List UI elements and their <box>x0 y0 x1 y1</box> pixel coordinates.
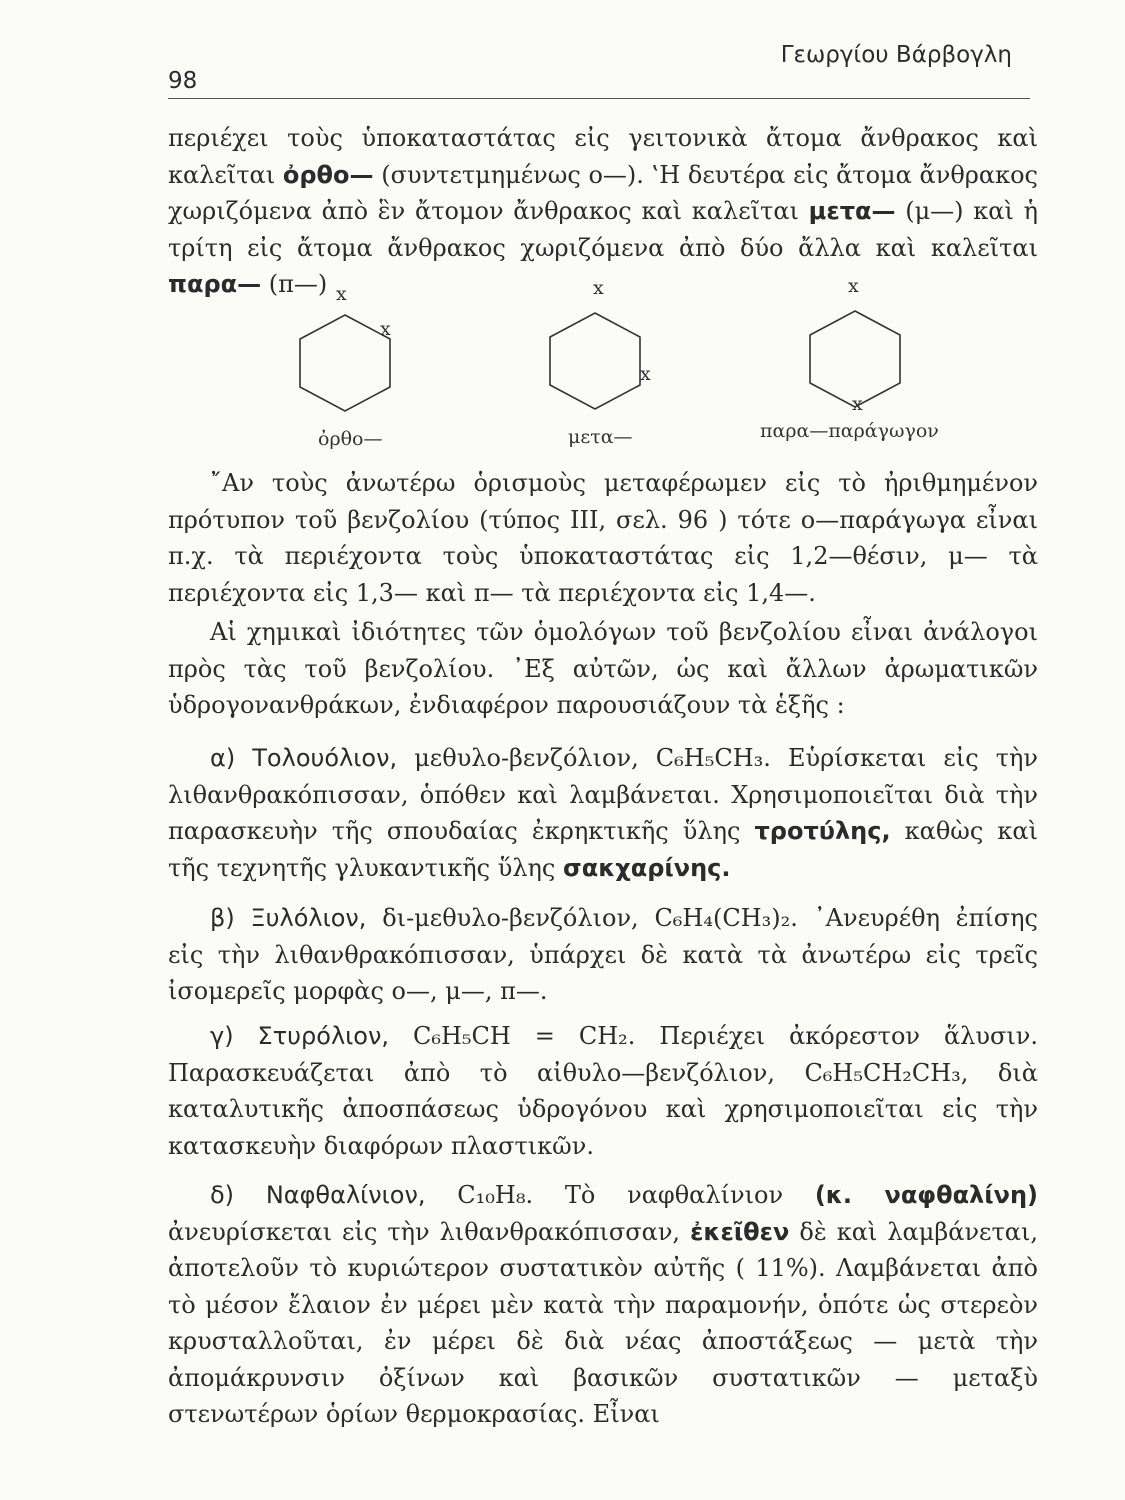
item-xylene <box>168 900 1038 1010</box>
item-naphthalene <box>168 1177 1038 1433</box>
item-styrene <box>168 1018 1038 1164</box>
ortho-term: ὀρθο— <box>282 160 374 189</box>
para-term: παρα— <box>168 270 262 298</box>
toluene-text-3: καθὼς καὶ τῆς τεχνητῆς γλυκαντικῆς ὕλης <box>168 817 1038 882</box>
xylene-formula: C₆H₄(CH₃)₂. <box>654 904 798 932</box>
page-header <box>168 40 1030 99</box>
ortho-sub-1: x <box>336 283 347 305</box>
styrene-label: γ) Στυρόλιον, <box>210 1022 390 1050</box>
styrene-text-1: Περιέχει ἀκόρεστον ἅλυσιν. Παρασκευάζεται ἀπὸ τὸ αἰθυλο—βενζόλιον, <box>168 1022 1038 1087</box>
naphthalene-text-3: δὲ καὶ λαμβάνεται, ἀποτελοῦν τὸ κυριώτερον συστατικὸν αὐτῆς ( 11%). Λαμβάνεται ἀπὸ τὸ μέσον ἔλαιον ἐν μέρει μὲν κατὰ τὴν παραμονήν, ὁπότε ὡς στερεὸν κρυσταλλοῦται, ἐν μέρει δὲ διὰ νέας ἀποστάξεως — μετὰ τὴν ἀπομάκρυνσιν ὀξίνων καὶ βασικῶν συστατικῶν — μεταξὺ στενωτέρων ὁρίων θερμοκρασίας. Εἶναι <box>168 1217 1038 1428</box>
styrene-text-2: διὰ καταλυτικῆς ἀποσπάσεως ὑδρογόνου καὶ χρησιμοποιεῖται εἰς τὴν κατασκευὴν διαφόρων πλαστικῶν. <box>168 1058 1038 1160</box>
naphthalene-formula: C₁₀H₈. <box>425 1181 534 1209</box>
meta-term: μετα— <box>808 197 896 225</box>
naphthaline-term: (κ. ναφθαλίνη) <box>814 1181 1039 1209</box>
meta-sub-2: x <box>640 363 651 385</box>
saccharin-term: σακχαρίνης. <box>563 853 731 882</box>
toluene-text-1: μεθυλο-βενζόλιον, <box>397 744 656 772</box>
xylene-label: β) Ξυλόλιον, <box>210 904 367 932</box>
xylene-text-1: δι-μεθυλο-βενζόλιον, <box>366 904 655 932</box>
running-head: Γεωργίου Βάρβογλη <box>780 42 1012 68</box>
naphthalene-text-1: Τὸ ναφθαλίνιον <box>533 1181 815 1209</box>
page-number: 98 <box>168 68 198 94</box>
para-caption: παρα—παράγωγον <box>760 420 939 442</box>
ortho-caption: ὀρθο— <box>318 428 383 450</box>
paragraph-definitions: ῎Αν τοὺς ἀνωτέρω ὁρισμοὺς μεταφέρωμεν εἰς τὸ ἠριθμημένον πρότυπον τοῦ βενζολίου (τύπος III, σελ. 96 ) τότε ο—παράγωγα εἶναι π.χ. τὰ περιέχοντα τοὺς ὑποκαταστάτας εἰς 1,2—θέσιν, μ— τὰ περιέχοντα εἰς 1,3— καὶ π— τὰ περιέχοντα εἰς 1,4—. <box>168 469 1038 607</box>
trotyl-term: τροτύλης, <box>754 817 891 845</box>
naphthalene-text-2: ἀνευρίσκεται εἰς τὴν λιθανθρακόπισσαν, <box>168 1217 691 1246</box>
ortho-ring <box>300 315 390 411</box>
styrene-formula: C₆H₅CH = CH₂. <box>389 1022 636 1050</box>
toluene-text-2: Εὑρίσκεται εἰς τὴν λιθανθρακόπισσαν, ὁπόθεν καὶ λαμβάνεται. Χρησιμοποιεῖται διὰ τὴν παρασκευὴν τῆς σπουδαίας ἐκρηκτικῆς ὕλης <box>168 744 1039 845</box>
intro-text-1: περιέχει τοὺς ὑποκαταστάτας εἰς γειτονικὰ ἄτομα ἄνθρακος καὶ καλεῖται <box>168 124 1038 189</box>
meta-caption: μετα— <box>568 426 633 448</box>
naphthalene-label: δ) Ναφθαλίνιον, <box>210 1181 426 1209</box>
ekeithen-term: ἐκεῖθεν <box>690 1217 790 1246</box>
ethylbenzene-formula: C₆H₅CH₂CH₃, <box>804 1058 969 1087</box>
item-toluene <box>168 740 1038 886</box>
meta-ring <box>550 313 640 409</box>
intro-text-2: (συντετμημένως ο—). ‛Η δευτέρα εἰς ἄτομα ἄνθρακος χωριζόμενα ἀπὸ ἓν ἄτομον ἄνθρακος καὶ καλεῖται <box>168 160 1038 225</box>
ortho-sub-2: x <box>380 318 391 340</box>
intro-text-3: (μ—) καὶ ἡ τρίτη εἰς ἄτομα ἄνθρακος χωριζόμενα ἀπὸ δύο ἄλλα καὶ καλεῖται <box>168 197 1038 262</box>
para-sub-2: x <box>852 393 863 415</box>
toluene-formula: C₆H₅CH₃. <box>655 744 771 772</box>
intro-text-4: (π—) <box>261 270 328 298</box>
para-sub-1: x <box>848 275 859 297</box>
paragraph-homologues: Αἱ χημικαὶ ἰδιότητες τῶν ὁμολόγων τοῦ βενζολίου εἶναι ἀνάλογοι πρὸς τὰς τοῦ βενζολίου. ᾿Εξ αὐτῶν, ὡς καὶ ἄλλων ἀρωματικῶν ὑδρογονανθράκων, ἐνδιαφέρον παρουσιάζουν τὰ ἑξῆς : <box>168 618 1038 719</box>
toluene-label: α) Τολουόλιον, <box>210 744 398 772</box>
xylene-text-2: ᾿Ανευρέθη ἐπίσης εἰς τὴν λιθανθρακόπισσαν, ὑπάρχει δὲ κατὰ τὰ ἀνωτέρω εἰς τρεῖς ἰσομερεῖς μορφὰς ο—, μ—, π—. <box>168 904 1038 1005</box>
meta-sub-1: x <box>593 277 604 299</box>
